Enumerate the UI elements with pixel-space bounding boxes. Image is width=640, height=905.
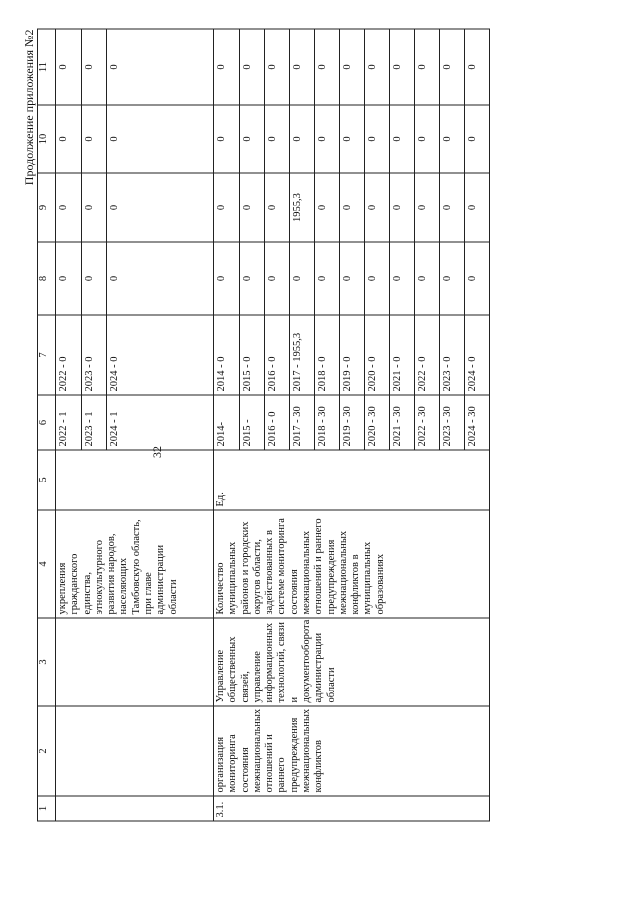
year-value: 0: [314, 30, 339, 105]
cell: [56, 618, 214, 706]
year-value: 0: [216, 275, 227, 282]
year-value: 0: [58, 136, 69, 142]
year-value: 2018 - 30: [314, 396, 339, 450]
year-value: 0: [81, 174, 106, 242]
column-number: 4: [38, 510, 56, 618]
year-value: 0: [389, 174, 414, 242]
year-value: 2015 -: [239, 396, 264, 450]
year-value: 0: [106, 106, 131, 173]
year-value: 0: [314, 106, 339, 173]
year-value: 2022 - 30: [414, 396, 439, 450]
year-value: 0: [264, 243, 289, 315]
year-values: [56, 395, 214, 450]
cell: [56, 450, 214, 510]
year-value: 2014 - 0: [216, 356, 227, 392]
column-number: 7: [38, 315, 56, 395]
year-value: 2015 - 0: [239, 316, 264, 395]
year-value: 0: [264, 174, 289, 242]
year-value: 0: [239, 174, 264, 242]
program-table: [37, 29, 490, 822]
year-value: 0: [58, 64, 69, 70]
year-value: 0: [364, 174, 389, 242]
year-values: [214, 315, 490, 395]
year-value: 2020 - 0: [364, 316, 389, 395]
year-value: 2016 - 0: [264, 316, 289, 395]
year-values: [214, 173, 490, 242]
year-value: 2024 - 0: [106, 316, 131, 395]
year-value: 0: [439, 243, 464, 315]
responsible-executor: Управление общественных связей, управление информационных технологий, связи и документооборота администрации области: [214, 618, 490, 706]
column-number: 6: [38, 395, 56, 450]
year-value: 0: [339, 243, 364, 315]
appendix-continuation-note: Продолжение приложения №2: [22, 29, 36, 186]
year-value: 0: [106, 243, 131, 315]
year-value: 0: [58, 204, 69, 211]
year-value: 0: [314, 243, 339, 315]
year-values: [56, 315, 214, 395]
year-value: 0: [81, 243, 106, 315]
year-value: 2018 - 0: [314, 316, 339, 395]
year-value: 0: [464, 30, 489, 105]
column-number: 11: [38, 29, 56, 105]
year-value: 2022 - 0: [58, 356, 69, 392]
year-value: 0: [439, 174, 464, 242]
year-values: [56, 173, 214, 242]
year-value: 0: [414, 243, 439, 315]
year-value: 2019 - 0: [339, 316, 364, 395]
column-number: 9: [38, 173, 56, 242]
year-value: 0: [81, 30, 106, 105]
year-value: 0: [289, 243, 314, 315]
year-value: 0: [239, 243, 264, 315]
column-number: 3: [38, 618, 56, 706]
year-value: 0: [339, 30, 364, 105]
row-number: 3.1.: [214, 796, 490, 821]
table-row-3-1: [214, 29, 490, 821]
year-value: 0: [264, 106, 289, 173]
year-value: 0: [364, 30, 389, 105]
year-value: 2016 - 0: [264, 396, 289, 450]
year-value: 0: [414, 30, 439, 105]
cell: [56, 796, 214, 821]
year-value: 2023 - 1: [81, 396, 106, 450]
year-value: 0: [106, 174, 131, 242]
year-values: [214, 29, 490, 105]
year-value: 2014-: [216, 422, 227, 447]
page-number: 32: [150, 446, 164, 458]
year-value: 0: [389, 30, 414, 105]
year-value: 0: [389, 243, 414, 315]
year-value: 0: [339, 106, 364, 173]
year-value: 0: [106, 30, 131, 105]
year-value: 0: [81, 106, 106, 173]
year-value: 0: [364, 243, 389, 315]
year-value: 2022 - 1: [58, 411, 69, 447]
unit-of-measure: Ед.: [214, 450, 490, 510]
year-value: 0: [216, 64, 227, 70]
year-value: 0: [264, 30, 289, 105]
year-value: 2024 - 30: [464, 396, 489, 450]
year-value: 0: [464, 243, 489, 315]
column-number: 5: [38, 450, 56, 510]
year-value: 0: [364, 106, 389, 173]
year-values: [214, 242, 490, 315]
year-value: 2021 - 0: [389, 316, 414, 395]
year-value: 2023 - 0: [439, 316, 464, 395]
column-number: 1: [38, 796, 56, 821]
year-value: 0: [464, 174, 489, 242]
year-value: 0: [439, 30, 464, 105]
table-row-continued: [56, 29, 214, 821]
year-value: 0: [239, 30, 264, 105]
year-value: 2024 - 0: [464, 316, 489, 395]
year-value: 2017 - 30: [289, 396, 314, 450]
year-value: 1955,3: [289, 174, 314, 242]
year-value: 0: [414, 106, 439, 173]
year-value: 0: [439, 106, 464, 173]
year-value: 0: [414, 174, 439, 242]
column-number: 10: [38, 105, 56, 173]
year-value: 2022 - 0: [414, 316, 439, 395]
year-value: 0: [216, 204, 227, 211]
year-value: 2017 - 1955,3: [289, 316, 314, 395]
year-values: [214, 105, 490, 173]
year-value: 2020 - 30: [364, 396, 389, 450]
activity-name: организация мониторинга состояния межнациональных отношений и раннего предупреждения межнациональных конфликтов: [214, 706, 490, 796]
year-value: 0: [339, 174, 364, 242]
year-value: 0: [216, 136, 227, 142]
year-value: 0: [464, 106, 489, 173]
year-value: 2024 - 1: [106, 396, 131, 450]
indicator-description: укрепления гражданского единства, этнокультурного развития народов, населяющих Тамбовскую область, при главе администрации области: [56, 510, 214, 618]
year-value: 2019 - 30: [339, 396, 364, 450]
year-value: 2023 - 0: [81, 316, 106, 395]
year-values: [214, 395, 490, 450]
year-values: [56, 29, 214, 105]
year-value: 0: [389, 106, 414, 173]
year-value: 0: [289, 30, 314, 105]
year-value: 0: [314, 174, 339, 242]
column-number: 8: [38, 242, 56, 315]
year-value: 0: [58, 275, 69, 282]
year-values: [56, 242, 214, 315]
year-value: 2021 - 30: [389, 396, 414, 450]
indicator-description: Количество муниципальных районов и городских округов области, задействованных в системе мониторинга состояния межнациональных отношений и раннего предупреждения межнациональных конфликтов в муниципальных образованиях: [214, 510, 490, 618]
year-values: [56, 105, 214, 173]
cell: [56, 706, 214, 796]
column-number-row: [38, 29, 56, 821]
year-value: 0: [289, 106, 314, 173]
year-value: 0: [239, 106, 264, 173]
year-value: 2023 - 30: [439, 396, 464, 450]
column-number: 2: [38, 706, 56, 796]
